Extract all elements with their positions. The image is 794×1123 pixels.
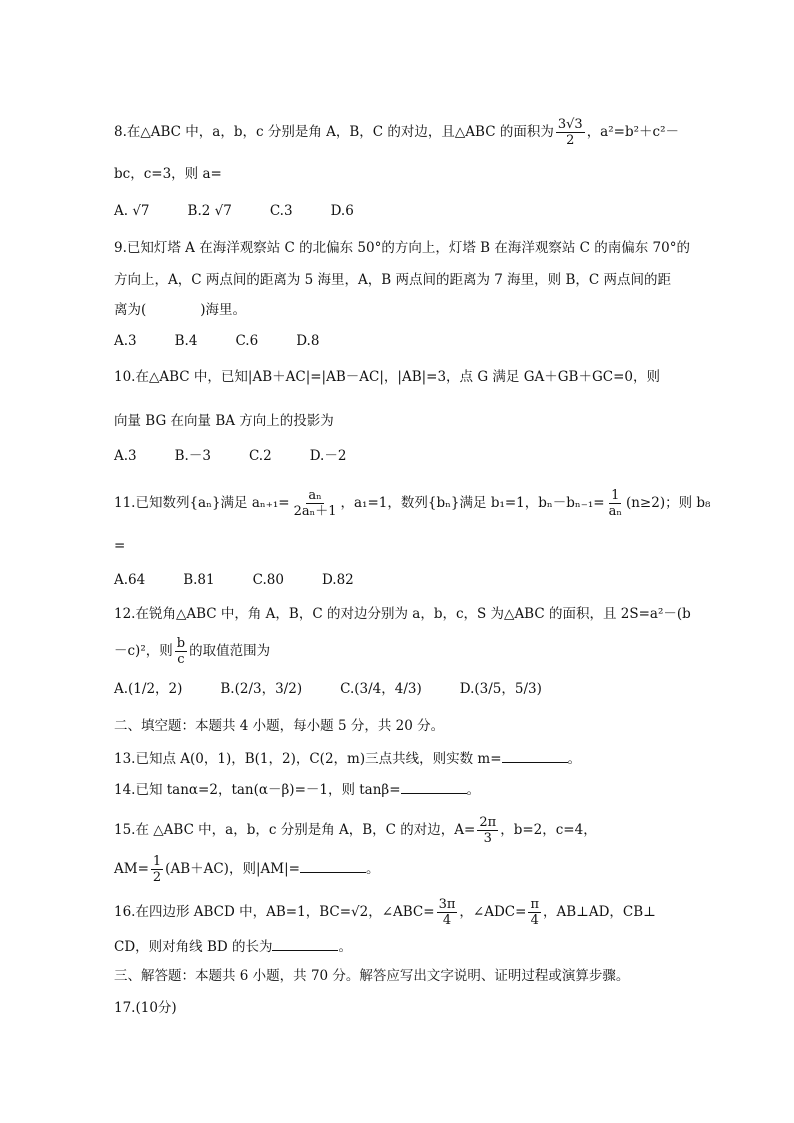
q12-option-d: D.(3/5，5/3) bbox=[459, 681, 542, 697]
q11-option-d: D.82 bbox=[321, 572, 354, 588]
q17-heading: 17.(10分) bbox=[114, 1000, 177, 1016]
q8-line1: 8.在△ABC 中，a，b，c 分别是角 A，B，C 的对边，且△ABC 的面积为 $\frac{3√3}{2}$ ，a²=b²＋c²－ bbox=[114, 117, 679, 148]
q10-option-a: A.3 bbox=[114, 448, 137, 464]
q11-fraction-1: $\frac{\text{aₙ}}{\text{2aₙ＋1}}$ bbox=[293, 488, 337, 519]
q11-line2: = bbox=[114, 538, 126, 554]
q10-option-b: B.－3 bbox=[174, 448, 211, 464]
q14: 14.已知 tanα=2，tan(α－β)=－1，则 tanβ= 。 bbox=[114, 779, 480, 800]
q8-line2: bc，c=3，则 a= bbox=[114, 166, 222, 182]
q12-fraction: $\frac{b}{c}$ bbox=[176, 636, 186, 667]
q9-option-d: D.8 bbox=[296, 333, 320, 349]
q12-option-a: A.(1/2，2) bbox=[114, 681, 183, 697]
q11-line1: 11.已知数列{aₙ}满足 aₙ₊₁= $\frac{\text{aₙ}}{\text{2aₙ＋1}}$ ，a₁=1，数列{bₙ}满足 b₁=1，bₙ－bₙ₋₁= $\frac{1}{\text{aₙ}}$ (n≥2)；则 b₈ bbox=[114, 488, 711, 519]
q12-line2: －c)²，则 $\frac{b}{c}$ 的取值范围为 bbox=[114, 636, 271, 667]
q10-option-c: C.2 bbox=[248, 448, 272, 464]
q16-fraction-2: $\frac{\pi}{4}$ bbox=[530, 897, 539, 928]
section2-heading: 二、填空题：本题共 4 小题，每小题 5 分，共 20 分。 bbox=[114, 718, 445, 734]
q8-option-a: A. √7 bbox=[114, 203, 150, 219]
q10-line1: 10.在△ABC 中，已知|AB＋AC|=|AB－AC|，|AB|=3，点 G 满足 GA＋GB＋GC=0，则 bbox=[114, 369, 660, 385]
q9-option-c: C.6 bbox=[235, 333, 259, 349]
q10-line2: 向量 BG 在向量 BA 方向上的投影为 bbox=[114, 413, 334, 429]
q12-option-c: C.(3/4，4/3) bbox=[340, 681, 422, 697]
q8-option-d: D.6 bbox=[330, 203, 354, 219]
q11-option-b: B.81 bbox=[183, 572, 215, 588]
q11-option-a: A.64 bbox=[114, 572, 146, 588]
q14-answer-blank bbox=[401, 779, 467, 794]
q12-line1: 12.在锐角△ABC 中，角 A，B，C 的对边分别为 a，b，c，S 为△ABC 的面积，且 2S=a²－(b bbox=[114, 606, 691, 622]
q9-option-a: A.3 bbox=[114, 333, 137, 349]
q10-option-d: D.－2 bbox=[309, 448, 347, 464]
q16-answer-blank bbox=[272, 936, 338, 951]
q16-fraction-1: $\frac{3\pi}{4}$ bbox=[438, 897, 456, 928]
q16-line1: 16.在四边形 ABCD 中，AB=1，BC=√2，∠ABC= $\frac{3\pi}{4}$ ，∠ADC= $\frac{\pi}{4}$ ，AB⊥AD，CB⊥ bbox=[114, 897, 656, 928]
q8-text: 8.在△ABC 中，a，b，c 分别是角 A，B，C 的对边，且△ABC 的面积为 bbox=[114, 124, 554, 140]
q11-options bbox=[114, 570, 392, 590]
q9-line1: 9.已知灯塔 A 在海洋观察站 C 的北偏东 50°的方向上，灯塔 B 在海洋观察站 C 的南偏东 70°的 bbox=[114, 240, 690, 256]
q9-option-b: B.4 bbox=[174, 333, 198, 349]
q8-option-c: C.3 bbox=[269, 203, 293, 219]
q13: 13.已知点 A(0，1)，B(1，2)，C(2，m)三点共线，则实数 m= 。 bbox=[114, 748, 581, 769]
q11-fraction-2: $\frac{1}{\text{aₙ}}$ bbox=[608, 488, 622, 519]
q11-option-c: C.80 bbox=[252, 572, 284, 588]
q12-option-b: B.(2/3，3/2) bbox=[220, 681, 303, 697]
q12-options bbox=[114, 679, 580, 699]
q8-options bbox=[114, 201, 392, 221]
q16-line2: CD，则对角线 BD 的长为 。 bbox=[114, 936, 352, 957]
q8-option-b: B.2 √7 bbox=[187, 203, 232, 219]
q15-line2: AM= $\frac{1}{2}$ (AB＋AC)，则|AM|= 。 bbox=[114, 854, 380, 885]
q9-line3: 离为( )海里。 bbox=[114, 302, 247, 318]
q9-line2: 方向上，A，C 两点间的距离为 5 海里，A，B 两点间的距离为 7 海里，则 B，C 两点间的距 bbox=[114, 272, 672, 288]
section3-heading: 三、解答题：本题共 6 小题，共 70 分。解答应写出文字说明、证明过程或演算步骤。 bbox=[114, 968, 630, 984]
q15-fraction-1: $\frac{2\pi}{3}$ bbox=[479, 815, 497, 846]
q13-answer-blank bbox=[502, 748, 568, 763]
q15-answer-blank bbox=[300, 858, 366, 873]
q15-fraction-2: $\frac{1}{2}$ bbox=[152, 854, 162, 885]
q9-options bbox=[114, 331, 357, 351]
q8-area-fraction: $\frac{3√3}{2}$ bbox=[557, 117, 583, 148]
q10-options bbox=[114, 446, 384, 466]
q15-line1: 15.在 △ABC 中，a，b，c 分别是角 A，B，C 的对边，A= $\frac{2\pi}{3}$ ，b=2，c=4， bbox=[114, 815, 597, 846]
